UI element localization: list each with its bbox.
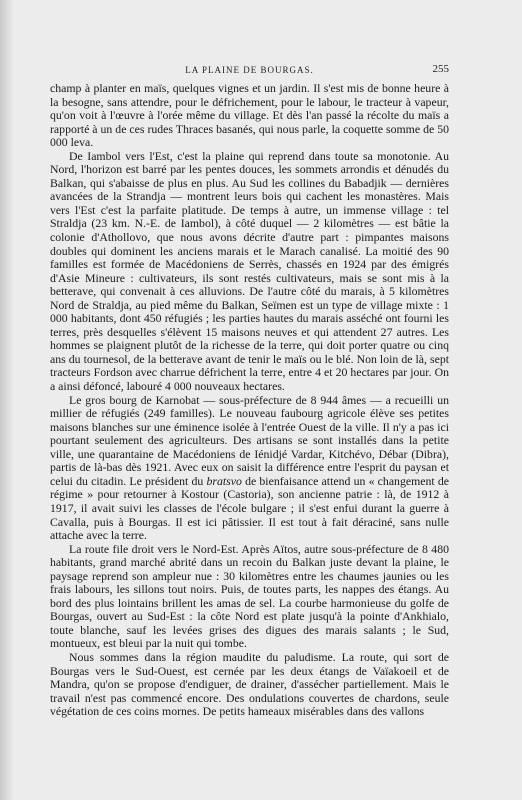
paragraph-continuation: champ à planter en maïs, quelques vignes et un jardin. Il s'est mis de bonne heure à la besogne, sans attendre, pour le défrichement, pour le labour, le tracteur à vapeur, qu'on voit à l'œuvre à l'orée même du village. Et dès l'an passé la récolte du maïs a rapporté à un de ces rudes Thraces basanés, qui nous parle, la coquette somme de 50 000 leva. xyxy=(50,81,449,150)
page-number: 255 xyxy=(432,63,449,75)
paragraph-karnobat-part-2: de bienfaisance attend un « changement de régime » pour retourner à Kostour (Castoria), son ancienne patrie : là, de 1912 à 1917, il avait suivi les classes de l'école bulgare ; il s'est enfui durant la guerre à Cavalla, puis à Bourgas. Il est ici pâtissier. Il est tout à fait déraciné, sans nulle attache avec la terre. xyxy=(50,473,450,543)
body-text xyxy=(50,82,449,719)
paragraph-route-northeast: La route file droit vers le Nord-Est. Après Aïtos, autre sous-préfecture de 8 480 habitants, grand marché abrité dans un recoin du Balkan juste devant la plaine, le paysage reprend son ampleur nue : 30 kilomètres entre les chaumes jaunies ou les frais labours, les sillons tout noirs. Puis, de toutes parts, les nappes des étangs. Au bord des plus lointains brillent les amas de sel. La courbe harmonieuse du golfe de Bourgas, ouvert au Sud-Est : la côte Nord est plate jusqu'à la pointe d'Ankhialo, toute blanche, sauf les levées grises des digues des marais salants ; le Sud, montueux, est bleui par la nuit qui tombe. xyxy=(50,541,449,651)
paragraph-karnobat xyxy=(50,394,449,543)
paragraph-iambol-plain: De Iambol vers l'Est, c'est la plaine qui reprend dans toute sa monotonie. Au Nord, l'horizon est barré par les pentes douces, les sommets arrondis et dénudés du Balkan, qui s'abaisse de plus en plus. Au Sud les collines du Babadjik — dernières avancées de la Strandja — montrent leurs bois qui cachent les monastères. Mais vers l'Est c'est la parfaite platitude. De temps à autre, un immense village : tel Straldja (23 km. N.-E. de Iambol), à côté duquel — 2 kilomètres — est bâtie la colonie d'Athollovo, que nous avons décrite d'autre part : pimpantes maisons doubles qui dominent les anciens marais et le Marach canalisé. La moitié des 90 familles est formée de Macédoniens de Serrès, chassés en 1924 par des émigrés d'Asie Mineure : cultivateurs, ils sont restés cultivateurs, mais se sont mis à la betterave, qui convenait à ces alluvions. De l'autre côté du marais, à 5 kilomètres Nord de Straldja, au pied même du Balkan, Seïmen est un type de village mixte : 1 000 habitants, dont 450 réfugiés ; les parties hautes du marais asséché ont fourni les terres, près desquelles s'élèvent 15 maisons neuves et qui attendent 27 autres. Les hommes se plaignent plutôt de la richesse de la terre, qui doit porter quatre ou cinq ans du tournesol, de la betterave avant de tenir le maïs ou le blé. Non loin de là, sept tracteurs Fordson avec charrue défrichent la terre, entre 4 et 20 hectares par jour. On a ainsi défoncé, labouré 4 000 nouveaux hectares. xyxy=(50,148,449,394)
page-header xyxy=(50,64,449,78)
italic-word-bratsvo: bratsvo xyxy=(206,473,242,488)
paragraph-paludism-region: Nous sommes dans la région maudite du paludisme. La route, qui sort de Bourgas vers le Sud-Ouest, est cernée par les deux étangs de Vaïakoeil et de Mandra, qu'on se propose d'endiguer, de drainer, d'assécher partiellement. Mais le travail n'est pas commencé encore. Des ondulations couvertes de chardons, seule végétation de ces coins mornes. De petits hameaux misérables dans des vallons xyxy=(50,649,449,719)
running-title: LA PLAINE DE BOURGAS. xyxy=(185,65,314,75)
paragraph-karnobat-part-1: Le gros bourg de Karnobat — sous-préfecture de 8 944 âmes — a recueilli un millier de réfugiés (249 familles). Le nouveau faubourg agricole élève ses petites maisons blanches sur une éminence isolée à l'entrée Ouest de la ville. Il n'y a pas ici pourtant seulement des agriculteurs. Des artisans se sont installés dans la petite ville, une quarantaine de Macédoniens de Iénidjé Vardar, Kitchévo, Débar (Dibra), partis de là-bas dès 1921. Avec eux on saisit la différence entre l'esprit du paysan et celui du citadin. Le président du xyxy=(50,392,449,488)
